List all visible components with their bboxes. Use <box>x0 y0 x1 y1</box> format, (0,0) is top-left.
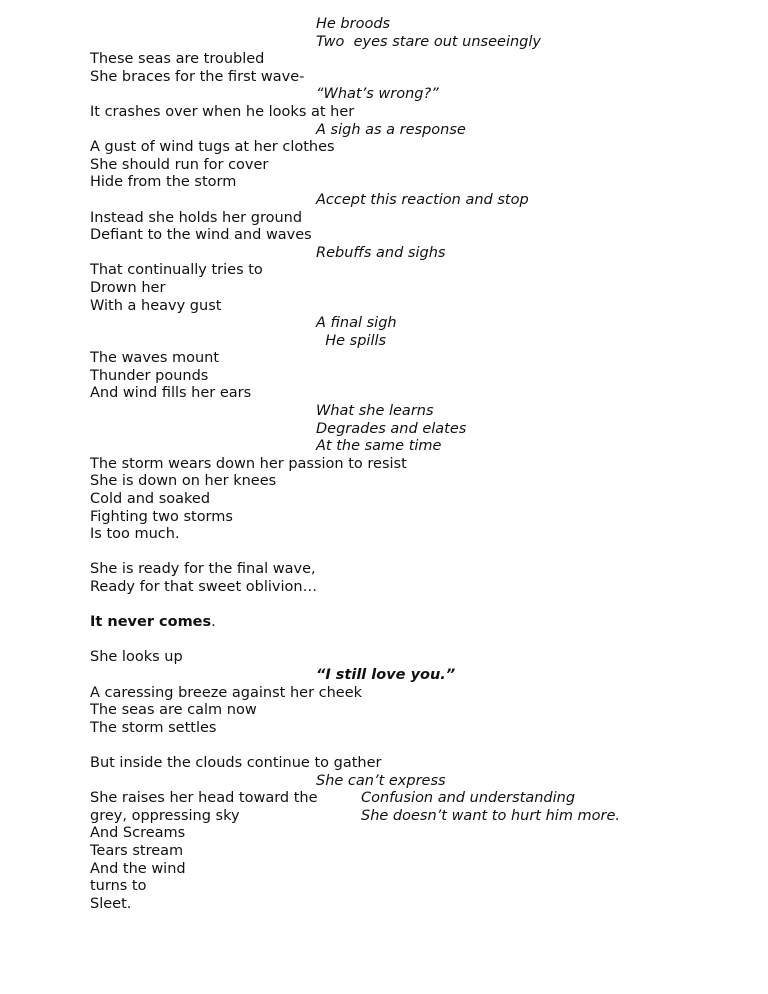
verse-text: That continually tries to <box>90 262 263 279</box>
poem-line <box>0 34 768 52</box>
poem-line <box>0 227 768 245</box>
poem-line <box>0 174 768 192</box>
response-text: At the same time <box>316 438 442 455</box>
poem-line <box>0 720 768 738</box>
poem-line <box>0 262 768 280</box>
poem-line <box>0 702 768 720</box>
response-text: She doesn’t want to hurt him more. <box>361 807 621 824</box>
poem-line <box>0 685 768 703</box>
poem-line <box>0 385 768 403</box>
verse-text: The storm wears down her passion to resist <box>90 455 407 472</box>
verse-text: And Screams <box>90 825 186 842</box>
poem-line <box>0 526 768 544</box>
verse-emphasis: It never comes <box>90 614 212 631</box>
poem-line <box>0 16 768 34</box>
response-text: He spills <box>316 332 387 349</box>
poem-line <box>0 614 768 632</box>
blank-line <box>0 632 768 650</box>
blank-line <box>0 597 768 615</box>
verse-text: These seas are troubled <box>90 51 265 68</box>
poem-line <box>0 139 768 157</box>
verse-text: Thunder pounds <box>90 367 209 384</box>
poem-line <box>0 403 768 421</box>
poem-line <box>0 245 768 263</box>
verse-text: A caressing breeze against her cheek <box>90 684 363 701</box>
poem-line <box>0 473 768 491</box>
verse-text: The seas are calm now <box>90 702 257 719</box>
verse-text: Cold and soaked <box>90 491 211 508</box>
response-text: Two eyes stare out unseeingly <box>316 33 541 50</box>
verse-text <box>90 614 216 632</box>
verse-text: Defiant to the wind and waves <box>90 227 312 244</box>
verse-text: Drown her <box>90 279 166 296</box>
response-text: Rebuffs and sighs <box>316 244 446 261</box>
poem-line <box>0 808 768 826</box>
verse-text: Ready for that sweet oblivion… <box>90 579 318 595</box>
verse-text: She should run for cover <box>90 156 269 173</box>
verse-text: Is too much. <box>90 526 180 543</box>
verse-text: But inside the clouds continue to gather <box>90 754 382 771</box>
verse-text: grey, oppressing sky <box>90 807 240 824</box>
poem-line <box>0 333 768 351</box>
poem-line <box>0 509 768 527</box>
verse-text: It crashes over when he looks at her <box>90 103 355 120</box>
poem-line <box>0 51 768 69</box>
verse-text: She braces for the first wave- <box>90 68 305 85</box>
poem-line <box>0 438 768 456</box>
poem-line <box>0 86 768 104</box>
verse-text: Hide from the storm <box>90 174 237 191</box>
verse-text: The waves mount <box>90 350 220 367</box>
verse-text: Fighting two storms <box>90 508 233 525</box>
response-text: Accept this reaction and stop <box>316 191 529 208</box>
poem-line <box>0 122 768 140</box>
response-text: “What’s wrong?” <box>316 86 439 103</box>
poem-line <box>0 421 768 439</box>
verse-text: With a heavy gust <box>90 297 222 314</box>
response-text: Confusion and understanding <box>361 790 576 807</box>
poem-line <box>0 368 768 386</box>
poem-line <box>0 210 768 228</box>
poem-line <box>0 825 768 843</box>
poem-line <box>0 350 768 368</box>
verse-text: She raises her head toward the <box>90 790 318 807</box>
poem-line <box>0 69 768 87</box>
poem-line <box>0 790 768 808</box>
response-text: She can’t express <box>316 772 446 789</box>
poem-body <box>0 16 768 913</box>
poem-line <box>0 861 768 879</box>
poem-line <box>0 579 768 597</box>
response-text: He broods <box>316 16 391 32</box>
verse-text: turns to <box>90 878 147 895</box>
verse-text: Sleet. <box>90 895 132 912</box>
verse-punctuation: . <box>211 614 216 631</box>
response-text: “I still love you.” <box>316 666 456 683</box>
poem-line <box>0 561 768 579</box>
response-text: A sigh as a response <box>316 121 466 138</box>
poem-line <box>0 298 768 316</box>
poem-line <box>0 843 768 861</box>
poem-line <box>0 667 768 685</box>
verse-text: Tears stream <box>90 842 184 859</box>
response-text: A final sigh <box>316 315 397 332</box>
response-text: What she learns <box>316 403 434 420</box>
poem-line <box>0 755 768 773</box>
poem-line <box>0 773 768 791</box>
blank-line <box>0 544 768 562</box>
poem-line <box>0 456 768 474</box>
verse-text: And wind fills her ears <box>90 385 252 402</box>
verse-text: She is ready for the final wave, <box>90 561 316 578</box>
verse-text: The storm settles <box>90 719 217 736</box>
verse-text: She is down on her knees <box>90 473 277 490</box>
poem-line <box>0 315 768 333</box>
verse-text: She looks up <box>90 649 183 666</box>
poem-line <box>0 896 768 914</box>
poem-line <box>0 878 768 896</box>
poem-line <box>0 157 768 175</box>
blank-line <box>0 737 768 755</box>
response-text: Degrades and elates <box>316 420 467 437</box>
verse-text: And the wind <box>90 860 186 877</box>
poem-line <box>0 104 768 122</box>
verse-text: Instead she holds her ground <box>90 209 303 226</box>
verse-text: A gust of wind tugs at her clothes <box>90 139 335 156</box>
poem-line <box>0 192 768 210</box>
poem-line <box>0 649 768 667</box>
poem-line <box>0 280 768 298</box>
poem-line <box>0 491 768 509</box>
